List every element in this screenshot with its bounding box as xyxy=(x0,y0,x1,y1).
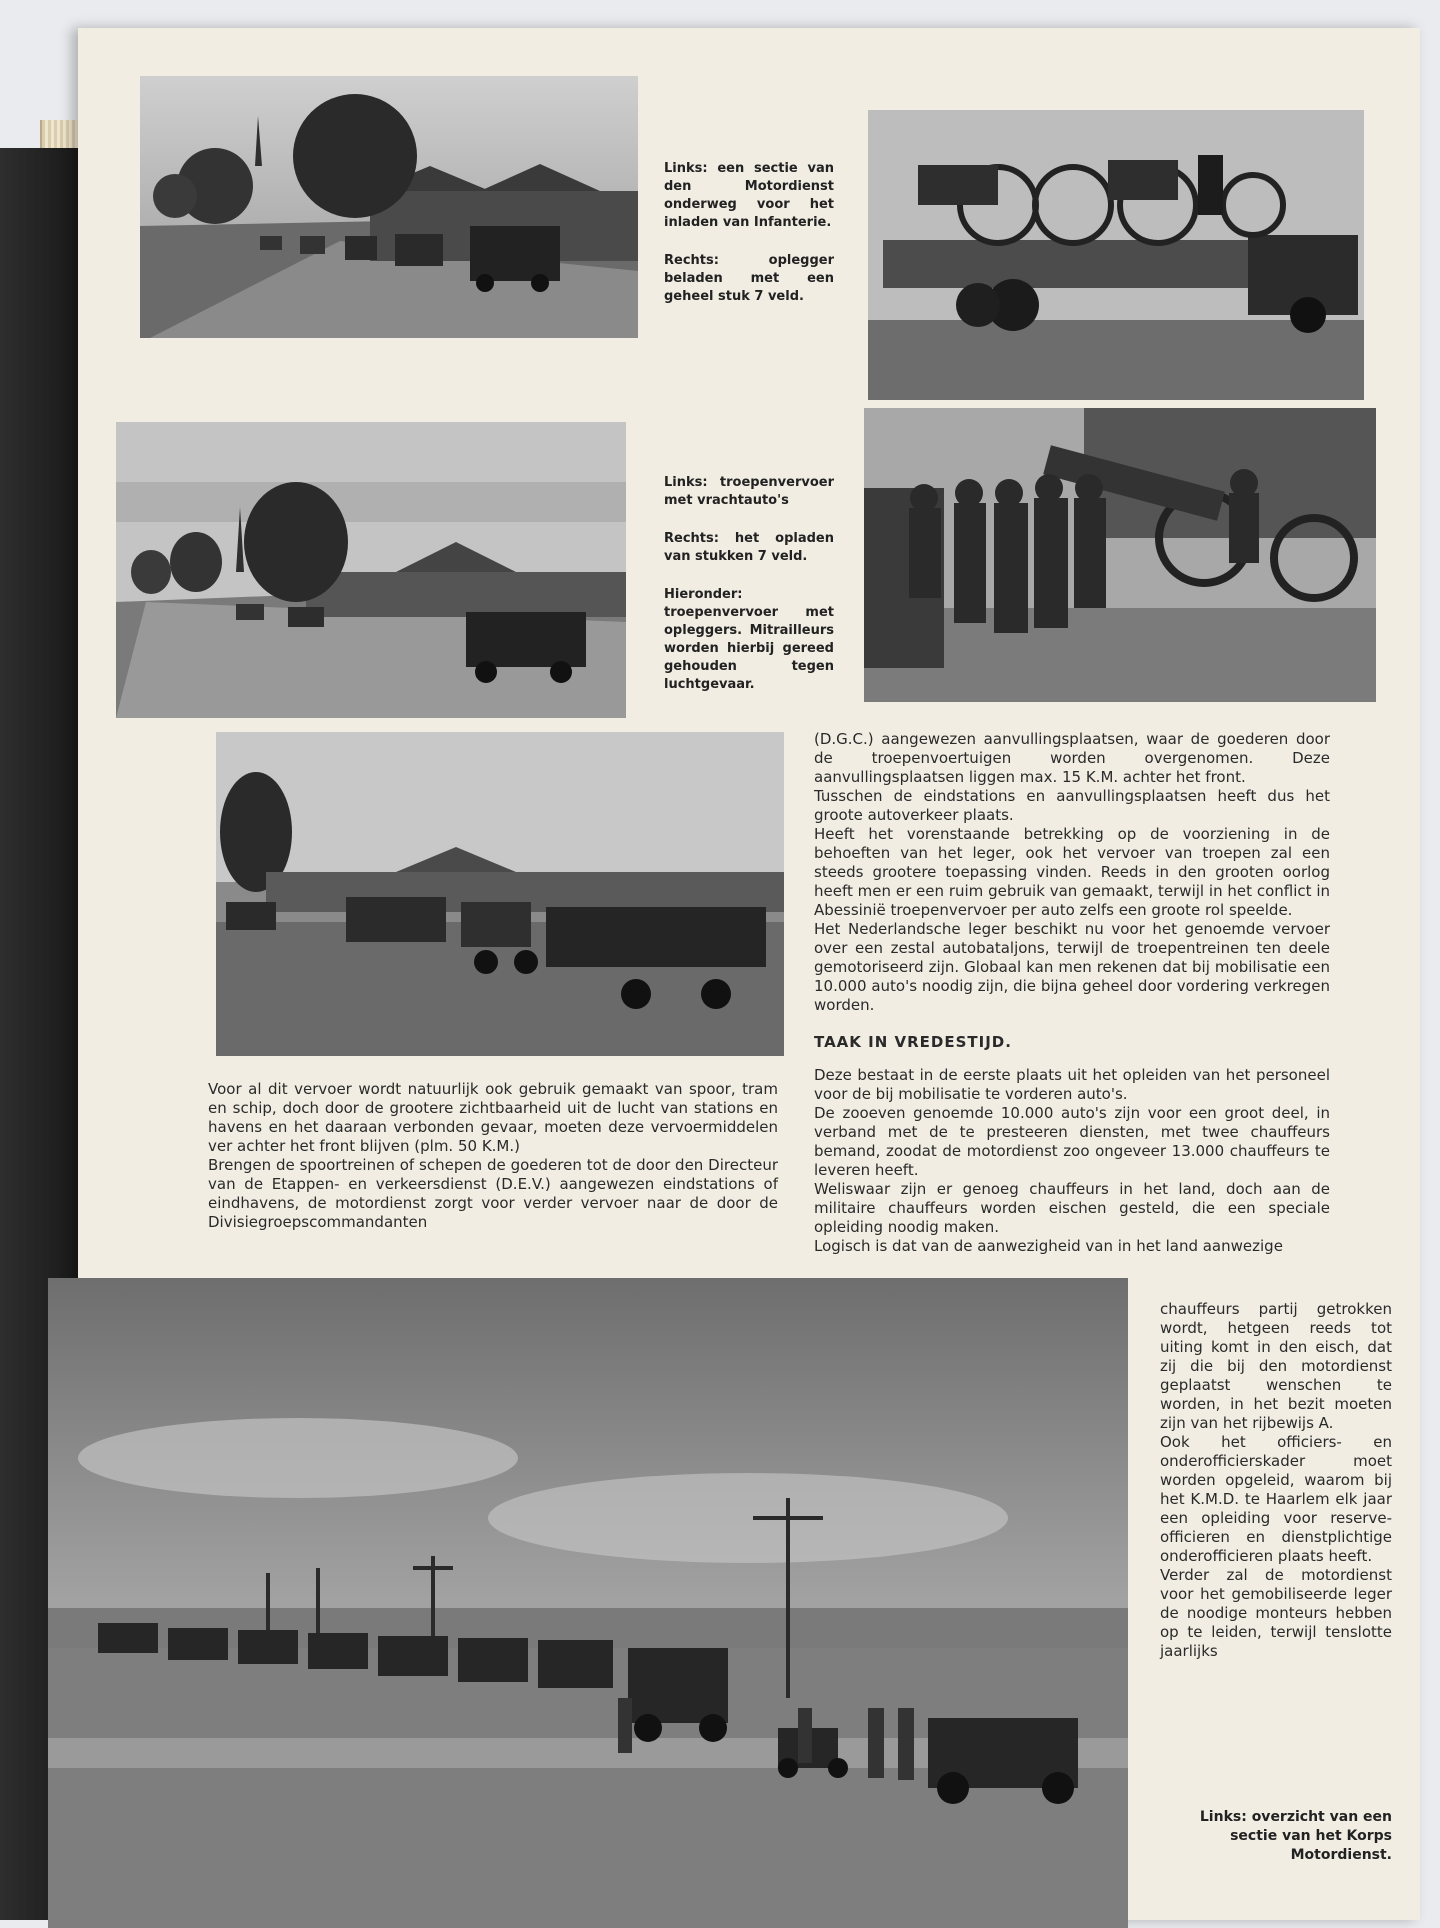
paragraph: chauffeurs partij getrokken wordt, hetgeen reeds tot uiting komt in den eisch, dat zij die bij den motordienst geplaatst wenschen te worden, in het bezit moeten zijn van het rijbewijs A. xyxy=(1160,1300,1392,1432)
paragraph: De zooeven genoemde 10.000 auto's zijn voor een groot deel, in verband met de te presteeren diensten, met twee chauffeurs bemand, zoodat de motordienst zoo ongeveer 13.000 chauffeurs te leveren heeft. xyxy=(814,1104,1330,1179)
caption-loading-guns: Rechts: het opladen van stukken 7 veld. xyxy=(664,531,834,564)
paragraph: Heeft het vorenstaande betrekking op de voorziening in de behoeften van het leger, ook het vervoer van troepen zal een steeds grootere toepassing vinden. Reeds in den grooten oorlog heeft men er een ruim gebruik van gemaakt, terwijl in het conflict in Abessinië troepenvervoer per auto zelfs een groote rol speelde. xyxy=(814,825,1330,919)
left-column-text xyxy=(208,1080,778,1232)
paragraph: Brengen de spoortreinen of schepen de goederen tot de door den Directeur van de Etappen- en verkeersdienst (D.E.V.) aangewezen eindstations of eindhavens, de motordienst zorgt voor verder vervoer naar de door de Divisiegroepscommandanten xyxy=(208,1156,778,1231)
paragraph: Het Nederlandsche leger beschikt nu voor het genoemde vervoer over een zestal autobataljons, terwijl de troepentreinen ten deele gemotoriseerd zijn. Globaal kan men rekenen dat bij mobilisatie een 10.000 auto's noodig zijn, die bijna geheel door vordering verkregen worden. xyxy=(814,920,1330,1014)
paragraph: Ook het officiers- en onderofficierskader moet worden opgeleid, waarom bij het K.M.D. te Haarlem elk jaar een opleiding voor reserve-officieren en dienstplichtige onderofficieren plaats heeft. xyxy=(1160,1433,1392,1565)
paragraph: Logisch is dat van de aanwezigheid van in het land aanwezige xyxy=(814,1237,1283,1255)
paragraph: Weliswaar zijn er genoeg chauffeurs in het land, doch aan de militaire chauffeurs worden eischen gesteld, die een speciale opleiding noodig maken. xyxy=(814,1180,1330,1236)
caption-line: sectie van het Korps xyxy=(1230,1828,1392,1844)
photo-convoy-village xyxy=(140,76,638,338)
photo-trailer-field-gun xyxy=(868,110,1364,400)
paragraph: Voor al dit vervoer wordt natuurlijk ook gebruik gemaakt van spoor, tram en schip, doch door de grootere zichtbaarheid uit de lucht van stations en havens en het daaraan verbonden gevaar, moeten deze vervoermiddelen ver achter het front blijven (plm. 50 K.M.) xyxy=(208,1080,778,1155)
photo-troop-transport-road xyxy=(116,422,626,718)
caption-block-top xyxy=(664,160,834,326)
photo-motordienst-overview xyxy=(48,1278,1128,1928)
photo-soldiers-loading-gun xyxy=(864,408,1376,702)
caption-overview-motordienst xyxy=(1160,1808,1392,1865)
caption-convoy-village: Links: een sectie van den Motordienst onderweg voor het inladen van Infanterie. xyxy=(664,161,834,230)
section-heading: TAAK IN VREDESTIJD. xyxy=(814,1033,1012,1051)
caption-trailer-gun: Rechts: oplegger beladen met een geheel stuk 7 veld. xyxy=(664,253,834,304)
magazine-page xyxy=(78,28,1420,1920)
caption-line: Links: overzicht van een xyxy=(1199,1809,1392,1825)
caption-troop-transport: Links: troepenvervoer met vrachtauto's xyxy=(664,475,834,508)
paragraph: Verder zal de motordienst voor het gemobiliseerde leger de noodige monteurs hebben op te leiden, terwijl tenslotte jaarlijks xyxy=(1160,1566,1392,1660)
photo-trucks-with-trailers xyxy=(216,732,784,1056)
paragraph: (D.G.C.) aangewezen aanvullingsplaatsen, waar de goederen door de troepenvoertuigen worden overgenomen. Deze aanvullingsplaatsen liggen max. 15 K.M. achter het front. xyxy=(814,730,1330,786)
caption-trailers-machine-guns: Hieronder: troepenvervoer met opleggers. Mitrailleurs worden hierbij gereed gehouden tegen luchtgevaar. xyxy=(664,587,834,692)
caption-block-middle xyxy=(664,474,834,714)
narrow-column-text xyxy=(1160,1300,1392,1661)
caption-line: Motordienst. xyxy=(1290,1847,1392,1863)
paragraph: Deze bestaat in de eerste plaats uit het opleiden van het personeel voor de bij mobilisatie te vorderen auto's. xyxy=(814,1066,1330,1103)
right-column-text xyxy=(814,730,1330,1256)
paragraph: Tusschen de eindstations en aanvullingsplaatsen heeft dus het groote autoverkeer plaats. xyxy=(814,787,1330,824)
